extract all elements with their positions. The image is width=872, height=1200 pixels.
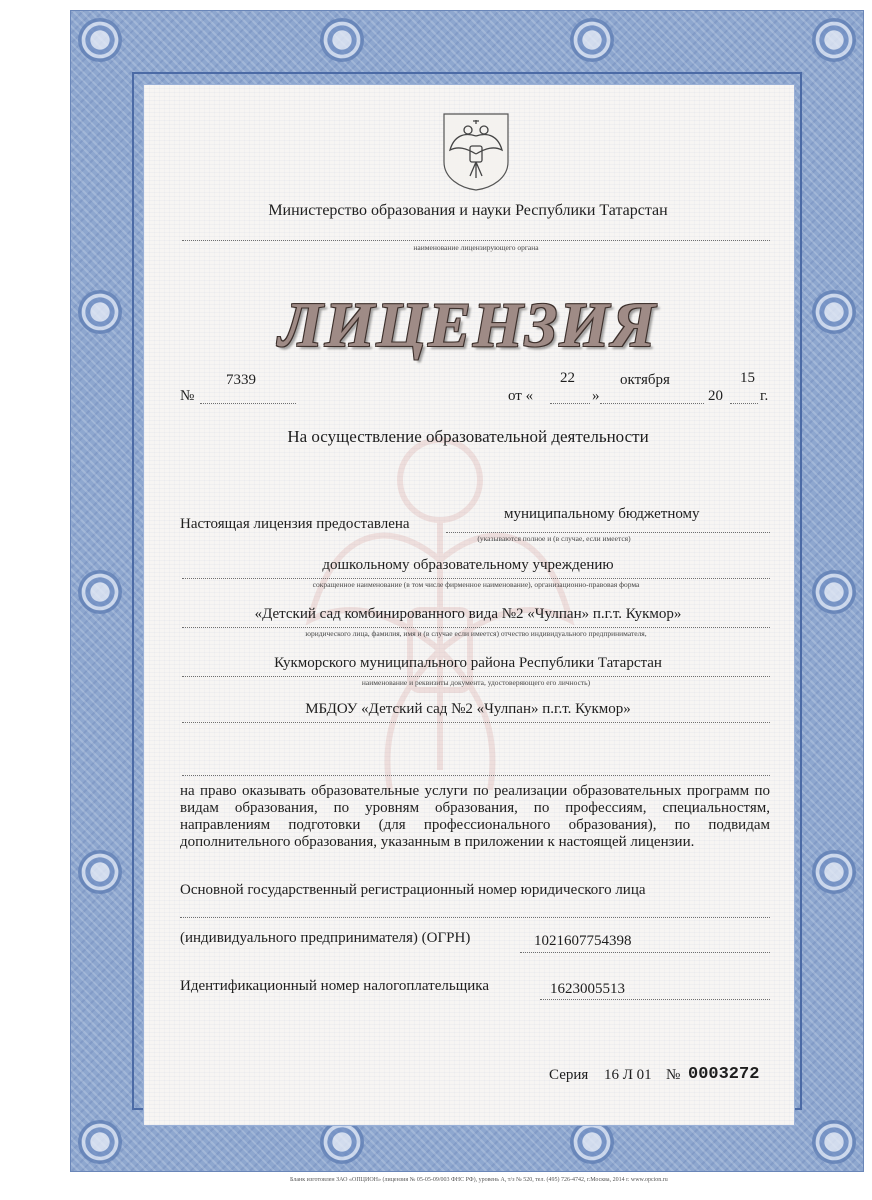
eagle-watermark-icon <box>290 390 590 810</box>
inn-rule <box>540 999 770 1000</box>
license-month: октября <box>620 372 670 388</box>
license-number: 7339 <box>226 372 256 388</box>
serial-series: 16 Л 01 <box>604 1067 652 1083</box>
ornament-rosette <box>78 18 122 62</box>
serial-label: Серия <box>549 1067 589 1083</box>
authority-caption: наименование лицензирующего органа <box>413 243 539 252</box>
holder-caption-1: (указываются полное и (в случае, если имеется) <box>477 534 631 543</box>
license-number-label: № <box>180 388 195 404</box>
license-day: 22 <box>560 370 575 386</box>
holder-caption-3: юридического лица, фамилия, имя и (в случае если имеется) отчество индивидуального предпринимателя, <box>305 629 647 638</box>
holder-rule-1 <box>446 532 770 533</box>
license-year-prefix: 20 <box>708 388 723 404</box>
ogrn-value: 1021607754398 <box>534 933 632 949</box>
license-from-label: от « <box>508 388 534 404</box>
inn-value: 1623005513 <box>550 981 625 997</box>
ogrn-rule-1 <box>180 917 770 918</box>
holder-line-3: «Детский сад комбинированного вида №2 «Чулпан» п.г.т. Кукмор» <box>254 606 682 622</box>
ornament-rosette <box>78 850 122 894</box>
serial-number: 0003272 <box>688 1065 760 1084</box>
holder-line-5: МБДОУ «Детский сад №2 «Чулпан» п.г.т. Кукмор» <box>305 701 631 717</box>
license-year-rule <box>730 403 758 404</box>
ogrn-label-line-1: Основной государственный регистрационный номер юридического лица <box>180 882 646 898</box>
ornament-rosette <box>320 1120 364 1164</box>
ornament-rosette <box>78 1120 122 1164</box>
license-day-rule <box>550 403 590 404</box>
license-year-suffix: 15 <box>740 370 755 386</box>
holder-line-4: Кукморского муниципального района Республики Татарстан <box>274 655 662 671</box>
ornament-rosette <box>812 570 856 614</box>
activity-title: На осуществление образовательной деятельности <box>287 427 649 446</box>
authority-rule <box>182 240 770 241</box>
license-month-rule <box>600 403 704 404</box>
granted-label: Настоящая лицензия предоставлена <box>180 516 410 532</box>
holder-rule-6 <box>182 775 770 776</box>
authority-name: Министерство образования и науки Республики Татарстан <box>268 202 668 219</box>
holder-rule-2 <box>182 578 770 579</box>
document-title: ЛИЦЕНЗИЯ <box>278 289 658 360</box>
ornament-rosette <box>812 290 856 334</box>
license-quote-close: » <box>592 388 600 404</box>
license-number-rule <box>200 403 296 404</box>
holder-rule-3 <box>182 627 770 628</box>
ornament-rosette <box>570 1120 614 1164</box>
serial-number-label: № <box>666 1067 681 1083</box>
inn-label: Идентификационный номер налогоплательщика <box>180 978 490 994</box>
holder-line-1: муниципальному бюджетному <box>504 506 700 522</box>
ornament-rosette <box>812 18 856 62</box>
ogrn-label-line-2: (индивидуального предпринимателя) (ОГРН) <box>180 930 471 946</box>
holder-line-2: дошкольному образовательному учреждению <box>322 557 614 573</box>
ornament-rosette <box>320 18 364 62</box>
ornament-rosette <box>78 290 122 334</box>
ogrn-rule-2 <box>520 952 770 953</box>
printer-imprint: Бланк изготовлен ЗАО «ОПЦИОН» (лицензия № 05-05-09/003 ФНС РФ), уровень А, т/з № 520, тел. (495) 726-4742, г.Москва, 2014 г. www.opcion.ru <box>290 1177 668 1183</box>
holder-caption-2: сокращенное наименование (в том числе фирменное наименование), организационно-правовая форма <box>312 580 640 589</box>
ornament-rosette <box>812 1120 856 1164</box>
license-year-label: г. <box>760 388 769 404</box>
ornament-rosette <box>570 18 614 62</box>
ornament-rosette <box>78 570 122 614</box>
coat-of-arms-icon <box>440 110 512 192</box>
holder-rule-4 <box>182 676 770 677</box>
holder-rule-5 <box>182 722 770 723</box>
holder-caption-4: наименование и реквизиты документа, удостоверяющего его личность) <box>361 678 591 687</box>
rights-paragraph: на право оказывать образовательные услуги по реализации образовательных программ по видам образования, по уровням образования, по профессиям, специальностям, направлениям подготовки (для профессионального образования), по подвидам дополнительного образования, указанным в приложении к настоящей лицензии. <box>180 783 770 850</box>
ornament-rosette <box>812 850 856 894</box>
